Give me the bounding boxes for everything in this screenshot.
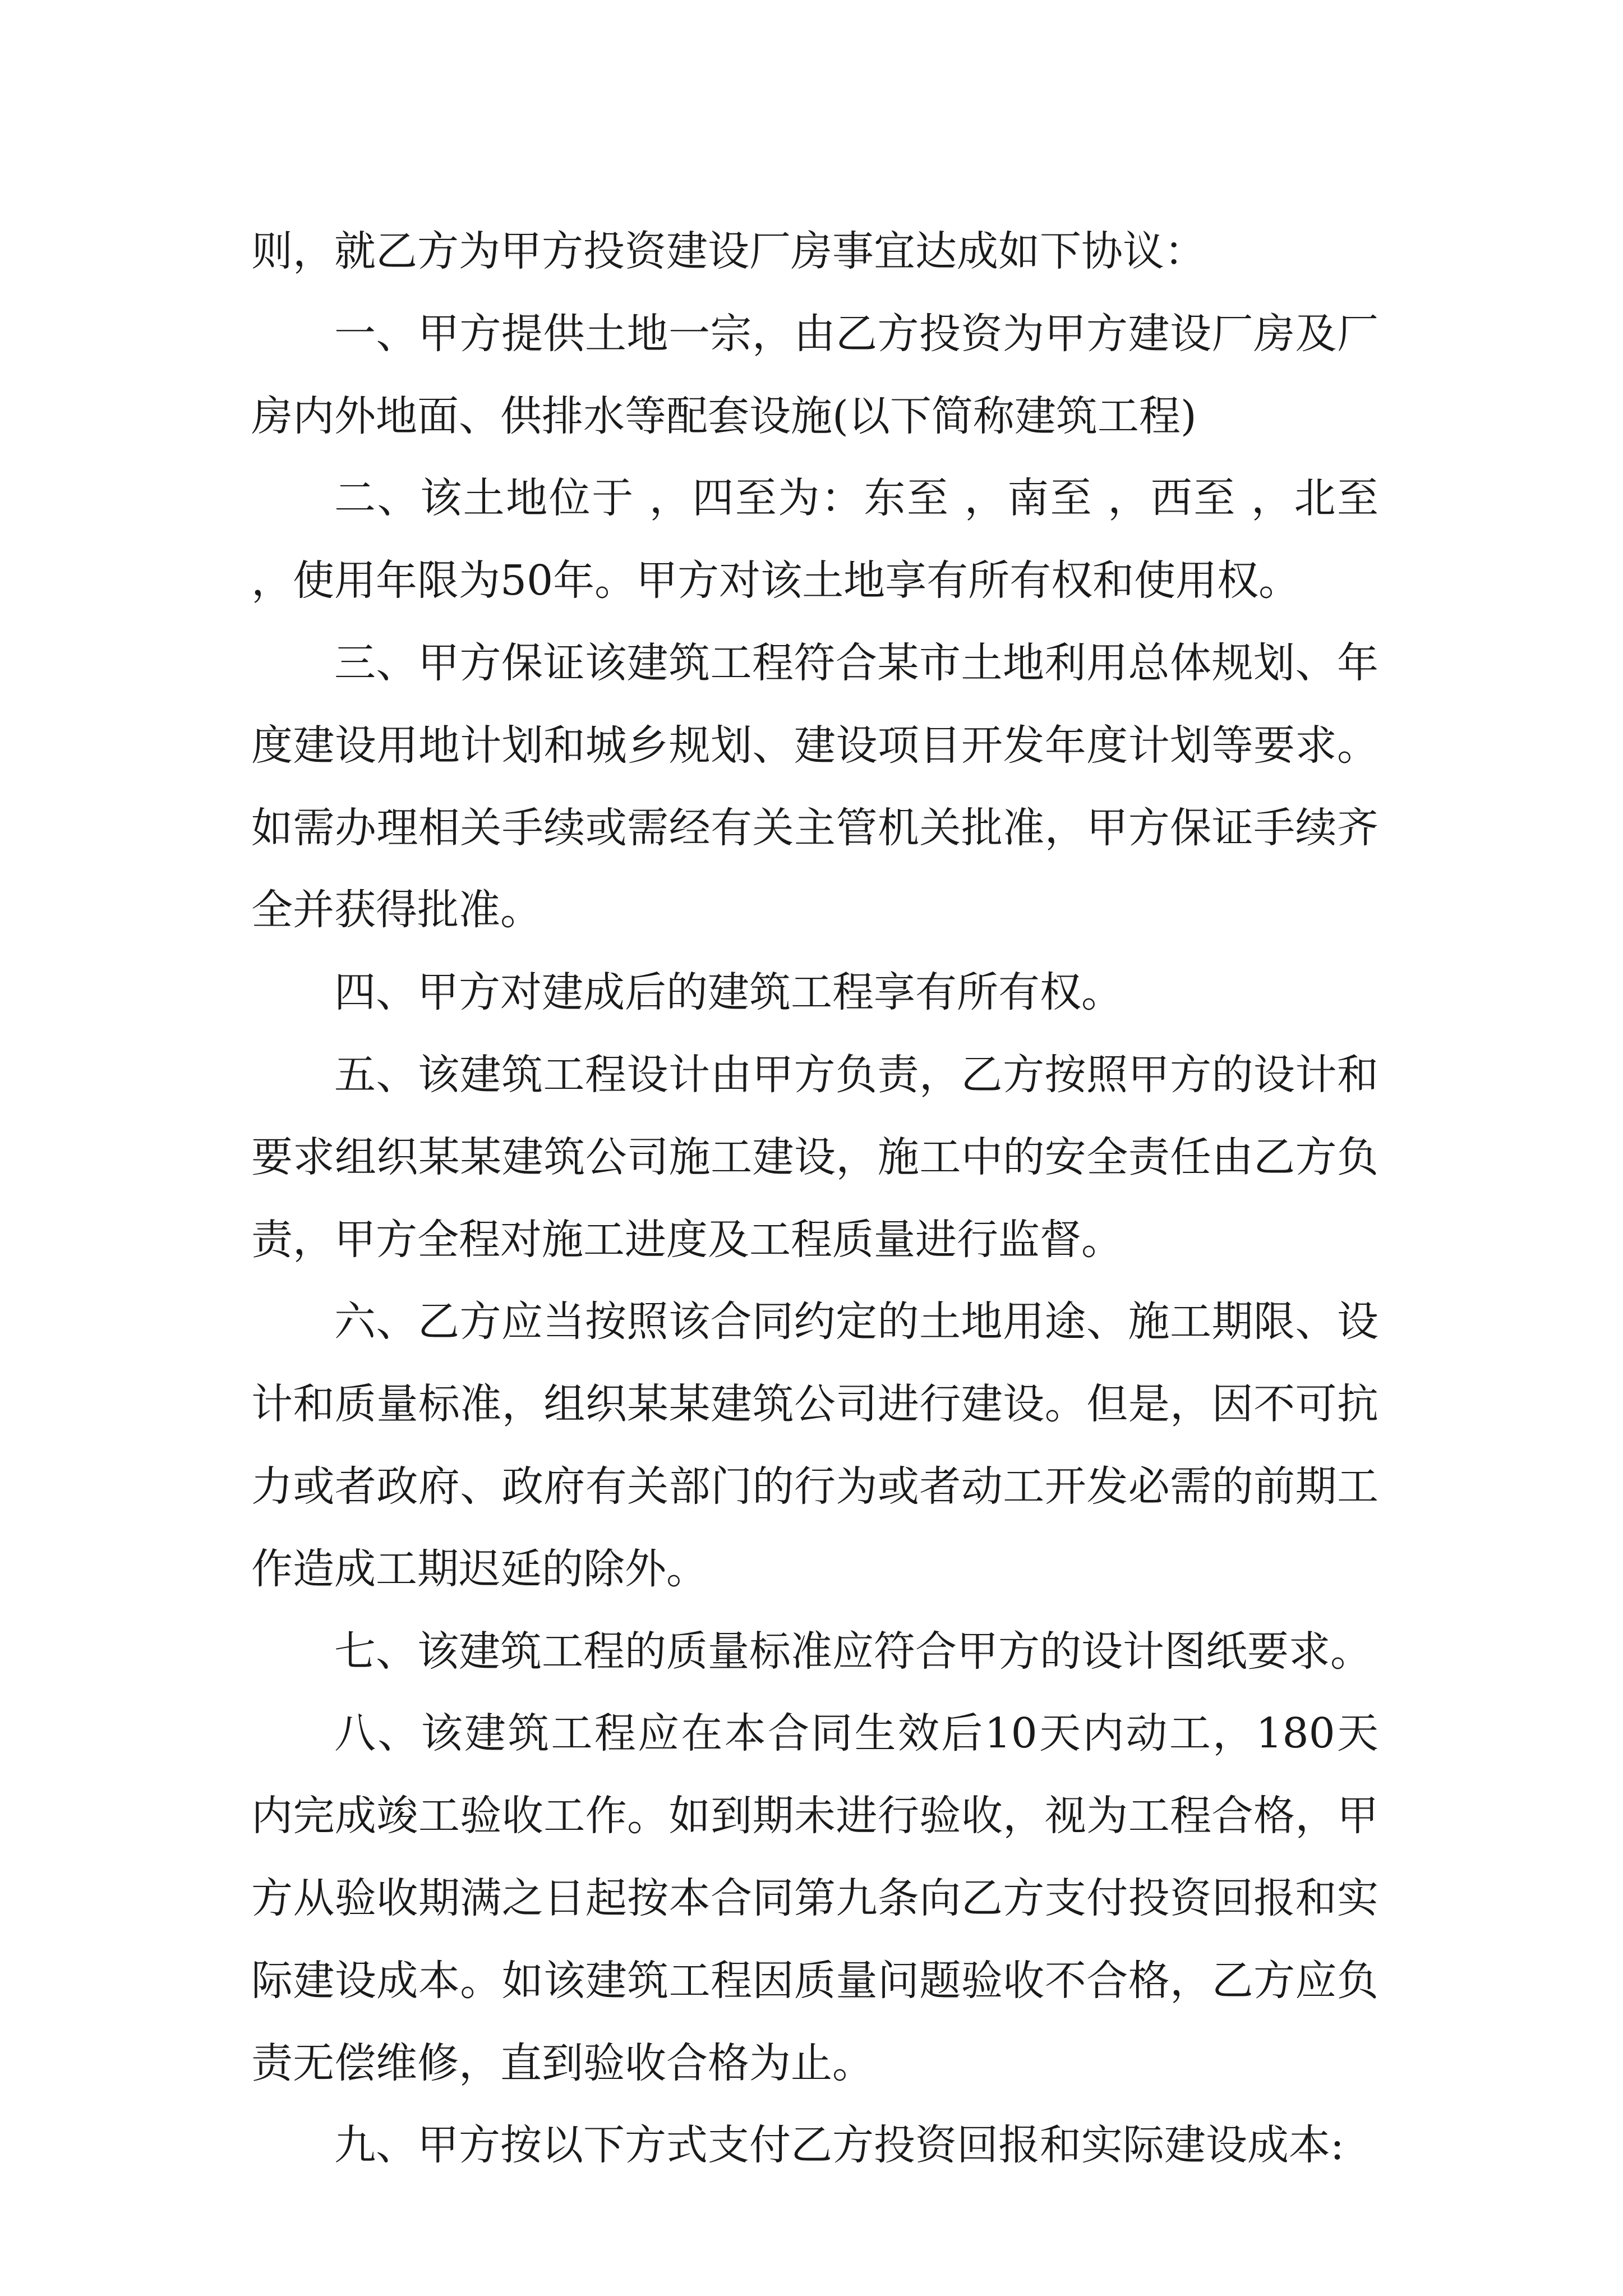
clause-8: 八、该建筑工程应在本合同生效后10天内动工，180天内完成竣工验收工作。如到期未进行验收，视为工程合格，甲方从验收期满之日起按本合同第九条向乙方支付投资回报和实际建设成本。如该建筑工程因质量问题验收不合格，乙方应负责无偿维修，直到验收合格为止。 — [251, 1709, 1378, 2087]
clause-6: 六、乙方应当按照该合同约定的土地用途、施工期限、设计和质量标准，组织某某建筑公司进行建设。但是，因不可抗力或者政府、政府有关部门的行为或者动工开发必需的前期工作造成工期迟延的除外。 — [251, 1297, 1378, 1593]
clause-4: 四、甲方对建成后的建筑工程享有所有权。 — [334, 968, 1123, 1017]
clause-1: 一、甲方提供土地一宗，由乙方投资为甲方建设厂房及厂房内外地面、供排水等配套设施(以下简称建筑工程) — [251, 309, 1378, 440]
clause-9: 九、甲方按以下方式支付乙方投资回报和实际建设成本: — [334, 2121, 1344, 2170]
clause-7: 七、该建筑工程的质量标准应符合甲方的设计图纸要求。 — [334, 1627, 1372, 1676]
clause-3: 三、甲方保证该建筑工程符合某市土地利用总体规划、年度建设用地计划和城乡规划、建设项目开发年度计划等要求。如需办理相关手续或需经有关主管机关批准，甲方保证手续齐全并获得批准。 — [251, 638, 1378, 935]
clause-5: 五、该建筑工程设计由甲方负责，乙方按照甲方的设计和要求组织某某建筑公司施工建设，施工中的安全责任由乙方负责，甲方全程对施工进度及工程质量进行监督。 — [251, 1050, 1378, 1264]
clause-2: 二、该土地位于 ，四至为：东至 ，南至 ，西至 ，北至 ，使用年限为50年。甲方对该土地享有所有权和使用权。 — [251, 474, 1378, 605]
document-body — [251, 210, 1378, 2187]
paragraph-intro: 则，就乙方为甲方投资建设厂房事宜达成如下协议： — [251, 227, 1206, 275]
